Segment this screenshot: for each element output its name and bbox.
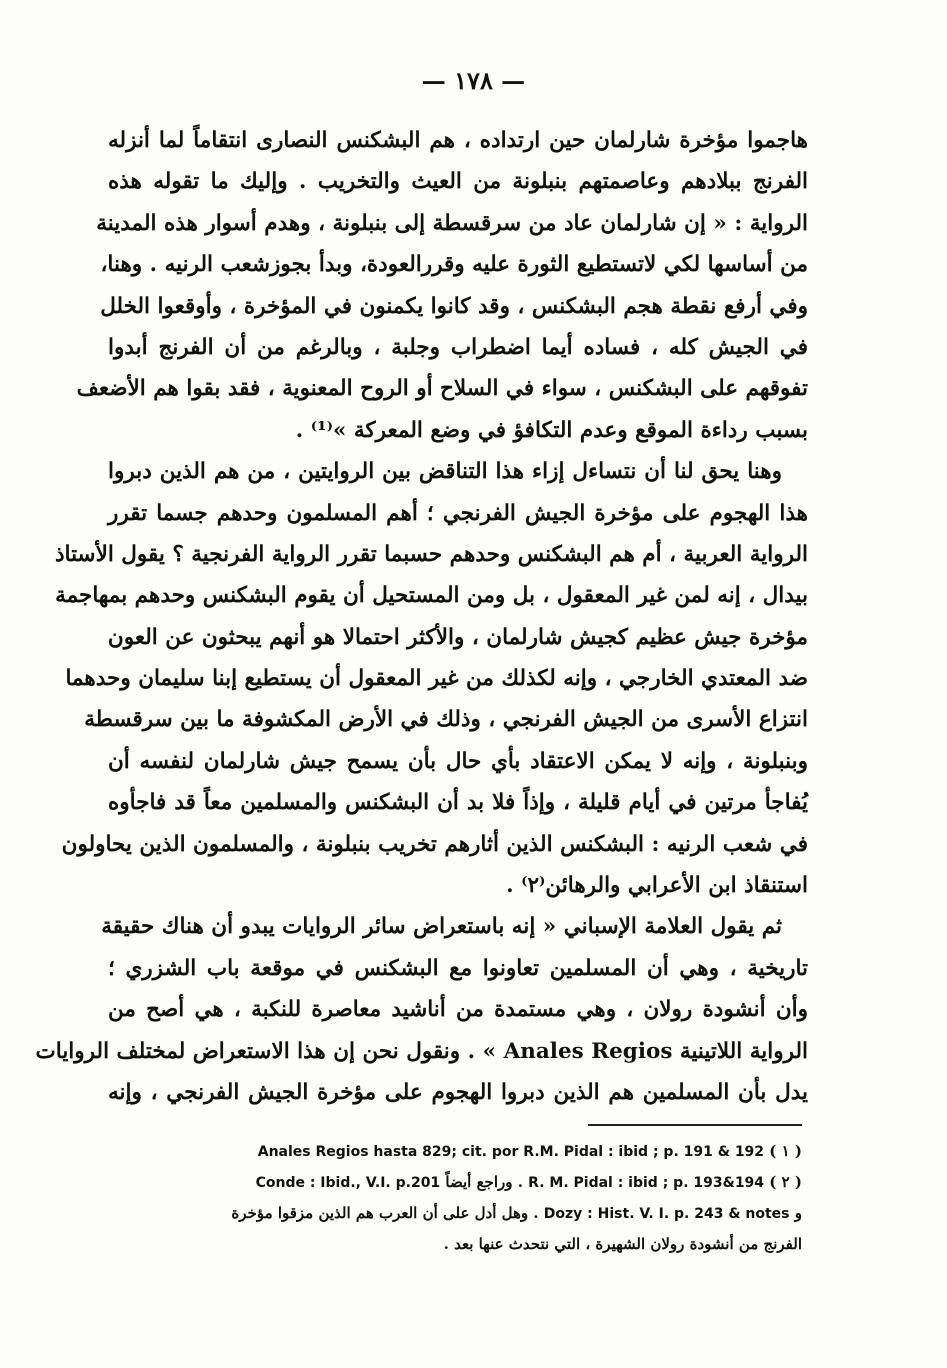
text-line: يدل بأن المسلمين هم الذين دبروا الهجوم على مؤخرة الجيش الفرنجي ، وإنه [108,1079,808,1105]
text-line: من أساسها لكي لاتستطيع الثورة عليه وقررالعودة، وبدأ بجوزشعب الرنيه . وهنا، [100,252,808,278]
text-line: الرواية العربية ، أم هم البشكنس وحدهم حسبما تقرر الرواية الفرنجية ؟ يقول الأستاذ [54,541,808,567]
text-line: تاريخية ، وهي أن المسلمين تعاونوا مع البشكنس في موقعة باب الشزري ؛ [108,955,808,981]
paragraph-2 [54,451,808,906]
footnote-1 [112,1136,802,1167]
text-line: ثم يقول العلامة الإسباني « إنه باستعراض سائر الروايات يبدو أن هناك حقيقة [101,914,782,940]
text-line: وأن أنشودة رولان ، وهي مستمدة من أناشيد معاصرة للنكبة ، هي أصح من [108,997,808,1023]
footnote-marker: ( ١ ) [769,1142,802,1160]
text-line: في شعب الرنيه : البشكنس الذين أثارهم تخريب بنبلونة ، والمسلمون الذين يحاولون [61,831,808,857]
text-line: يُفاجأ مرتين في أيام قليلة ، وإذاً فلا بد أن البشكنس والمسلمين معاً قد فاجأوه [108,790,808,816]
text-line: هاجموا مؤخرة شارلمان حين ارتداده ، هم البشكنس النصارى انتقاماً لما أنزله [108,128,808,153]
footnote-arabic: و [794,1204,802,1222]
footnote-arabic: . وراجع أيضاً [445,1173,523,1191]
footnote-latin: Dozy : Hist. V. I. p. 243 & notes [543,1206,790,1222]
paragraph-3 [35,906,808,1113]
footnote-marker: ( ٢ ) [769,1173,802,1191]
text-line: تفوقهم على البشكنس ، سواء في السلاح أو الروح المعنوية ، فقد بقوا هم الأضعف [76,376,808,402]
text-line: بيدال ، إنه لمن غير المعقول ، بل ومن المستحيل أن يقوم البشكنس وحدهم بمهاجمة [55,583,808,609]
text-line: وهنا يحق لنا أن نتساءل إزاء هذا التناقض بين الروايتين ، من هم الذين دبروا [108,459,782,485]
text-line: هذا الهجوم على مؤخرة الجيش الفرنجي ؛ أهم المسلمون وحدهم جسما تقرر [108,500,808,526]
body-text [35,120,808,1113]
page-number: — ١٧٨ — [421,66,526,95]
footnote-2 [112,1167,802,1198]
footnote-latin: Conde : Ibid., V.I. p.201 [255,1175,441,1191]
text-line: الرواية : « إن شارلمان عاد من سرقسطة إلى بنبلونة ، وهدم أسوار هذه المدينة [96,210,808,236]
text-line: استنقاذ ابن الأعرابي والرهائن⁽٢⁾ . [506,873,808,899]
text-line: وفي أرفع نقطة هجم البشكنس ، وقد كانوا يكمنون في المؤخرة ، وأوقعوا الخلل [100,293,808,319]
footnotes [112,1136,802,1260]
text-line: مؤخرة جيش عظيم كجيش شارلمان ، والأكثر احتمالا هو أنهم يبحثون عن العون [107,624,808,650]
text-line: الرواية اللاتينية Anales Regios » . ونقول نحن إن هذا الاستعراض لمختلف الروايات [35,1038,808,1064]
text-line: الفرنج ببلادهم وعاصمتهم بنبلونة من العيث والتخريب . وإليك ما تقوله هذه [108,169,808,195]
footnote-latin: Anales Regios hasta 829; cit. por R.M. Pidal : ibid ; p. 191 & 192 [257,1144,765,1160]
footnote-divider [588,1124,802,1126]
footnote-arabic: . وهل أدل على أن العرب هم الذين مزقوا مؤخرة [231,1204,539,1222]
text-line: في الجيش كله ، فساده أيما اضطراب وجلبة ، وبالرغم من أن الفرنج أبدوا [108,334,808,360]
text-line: انتزاع الأسرى من الجيش الفرنجي ، وذلك في الأرض المكشوفة ما بين سرقسطة [84,707,808,733]
footnote-2-end [112,1229,802,1260]
footnote-arabic: الفرنج من أنشودة رولان الشهيرة ، التي نتحدث عنها بعد . [443,1235,802,1253]
paragraph-1 [76,120,808,451]
text-line: وبنبلونة ، وإنه لا يمكن الاعتقاد بأي حال بأن يسمح جيش شارلمان لنفسه أن [108,748,808,774]
footnote-2-cont [112,1198,802,1229]
text-line: ضد المعتدي الخارجي ، وإنه لكذلك من غير المعقول أن يستطيع إبنا سليمان وحدهما [65,666,808,692]
text-line: بسبب رداءة الموقع وعدم التكافؤ في وضع المعركة »⁽¹⁾ . [295,417,808,443]
footnote-latin: R. M. Pidal : ibid ; p. 193&194 [528,1175,765,1191]
